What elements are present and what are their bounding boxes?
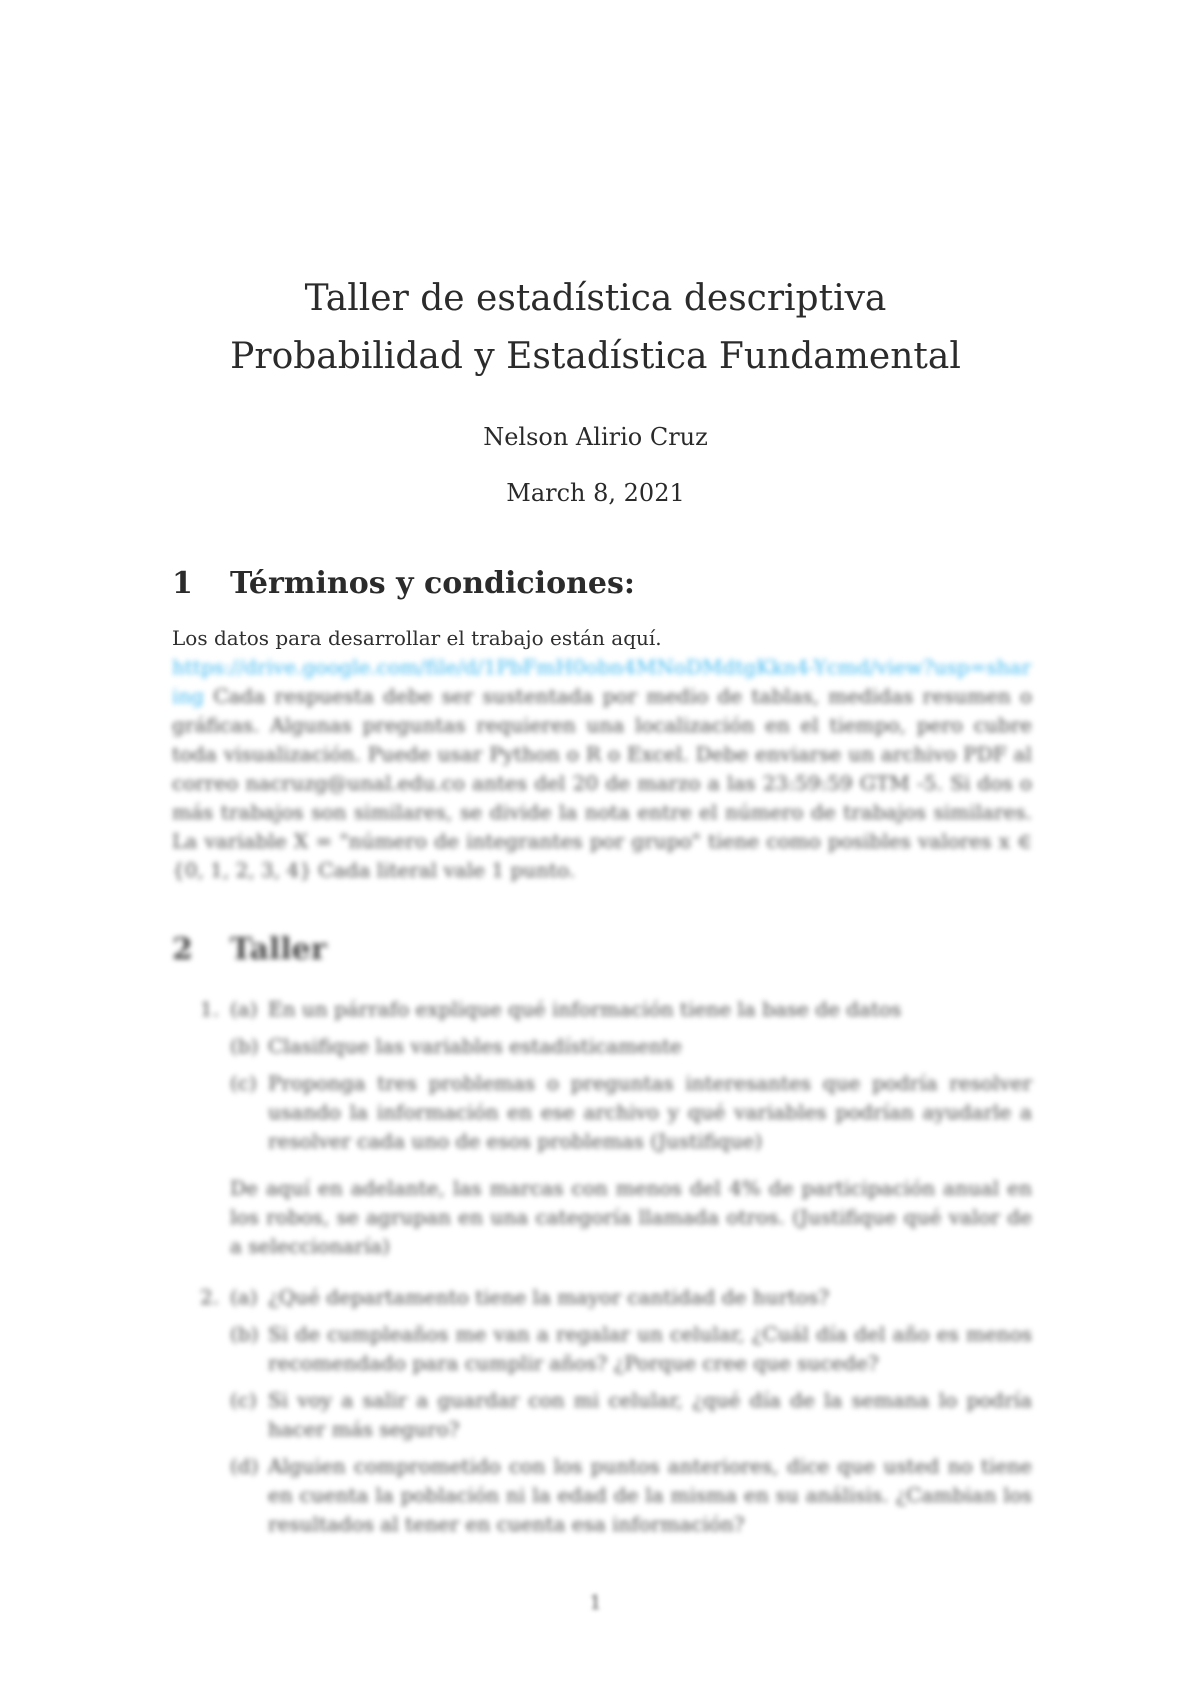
- sub-text: ¿Qué departamento tiene la mayor cantidad de hurtos?: [268, 1285, 830, 1309]
- sub-label: (a): [230, 1285, 258, 1309]
- section-note: De aquí en adelante, las marcas con menos del 4% de participación anual en los robos, se agrupan en una categoría llamada otros. (Justifique qué valor de a seleccionaría): [230, 1176, 1032, 1258]
- sub-text: Proponga tres problemas o preguntas interesantes que podría resolver usando la información en ese archivo y qué variables podrían ayudarle a resolver cada uno de esos problemas (Justifique): [268, 1071, 1032, 1153]
- sub-list: [230, 995, 1032, 1164]
- section-number: 2: [172, 932, 193, 967]
- data-link[interactable]: https://drive.google.com/file/d/1PbFmH0obn4MNoDMdtgKkn4-Ycmd/view?usp=sharing: [172, 655, 1032, 708]
- title-block: [0, 270, 1191, 508]
- section-heading-terms: [172, 564, 1032, 604]
- author-name: Nelson Alirio Cruz: [483, 423, 708, 451]
- document-title: Taller de estadística descriptiva: [304, 278, 887, 319]
- sub-text: Si de cumpleaños me van a regalar un celular, ¿Cuál día del año es menos recomendado para cumplir años? ¿Porque cree que sucede?: [268, 1322, 1032, 1375]
- sub-item: [230, 995, 1032, 1024]
- sub-text: Clasifique las variables estadísticamente: [268, 1034, 682, 1058]
- sub-item: [230, 1283, 1032, 1312]
- section-body-terms: [172, 624, 1032, 885]
- document-subtitle: Probabilidad y Estadística Fundamental: [230, 336, 961, 377]
- sub-item: [230, 1032, 1032, 1061]
- section-number: 1: [172, 566, 193, 601]
- document-date: March 8, 2021: [506, 479, 685, 507]
- exercise-list: [200, 995, 1032, 1557]
- section-heading-taller: [172, 930, 1032, 970]
- intro-text: Los datos para desarrollar el trabajo están aquí.: [172, 626, 662, 650]
- terms-text: Cada respuesta debe ser sustentada por medio de tablas, medidas resumen o gráficas. Algunas preguntas requieren una localización en el tiempo, pero cubre toda visualización. Puede usar Python o R o Excel. Debe enviarse un archivo PDF al correo nacruzg@unal.edu.co antes del 20 de marzo a las 23:59:59 GTM -5. Si dos o más trabajos son similares, se divide la nota entre el número de trabajos similares. La variable X = "número de integrantes por grupo" tiene como posibles valores x ∈ {0, 1, 2, 3, 4} Cada literal vale 1 punto.: [172, 684, 1033, 882]
- terms-paragraph: [172, 653, 1032, 885]
- sub-text: En un párrafo explique qué información tiene la base de datos: [268, 997, 902, 1021]
- sub-label: (d): [230, 1454, 259, 1478]
- sub-text: Si voy a salir a guardar con mi celular, ¿qué día de la semana lo podría hacer más seguro?: [268, 1388, 1032, 1441]
- sub-item: [230, 1320, 1032, 1378]
- sub-label: (a): [230, 997, 258, 1021]
- list-item: [200, 995, 1032, 1164]
- section-title: Términos y condiciones:: [230, 566, 635, 601]
- section-title: Taller: [230, 932, 327, 967]
- sub-label: (c): [230, 1071, 257, 1095]
- sub-list: [230, 1283, 1032, 1547]
- sub-label: (b): [230, 1034, 259, 1058]
- sub-item: [230, 1452, 1032, 1539]
- page-number: 1: [589, 1590, 602, 1614]
- section-terms: [172, 564, 1032, 885]
- item-number: 2.: [200, 1285, 220, 1309]
- sub-label: (b): [230, 1322, 259, 1346]
- sub-text: Alguien comprometido con los puntos anteriores, dice que usted no tiene en cuenta la población ni la edad de la misma en su análisis. ¿Cambian los resultados al tener en cuenta esa información?: [268, 1454, 1032, 1536]
- sub-label: (c): [230, 1388, 257, 1412]
- list-item: [200, 1283, 1032, 1547]
- item-number: 1.: [200, 997, 220, 1021]
- section-taller: [172, 930, 1032, 970]
- sub-item: [230, 1386, 1032, 1444]
- sub-item: [230, 1069, 1032, 1156]
